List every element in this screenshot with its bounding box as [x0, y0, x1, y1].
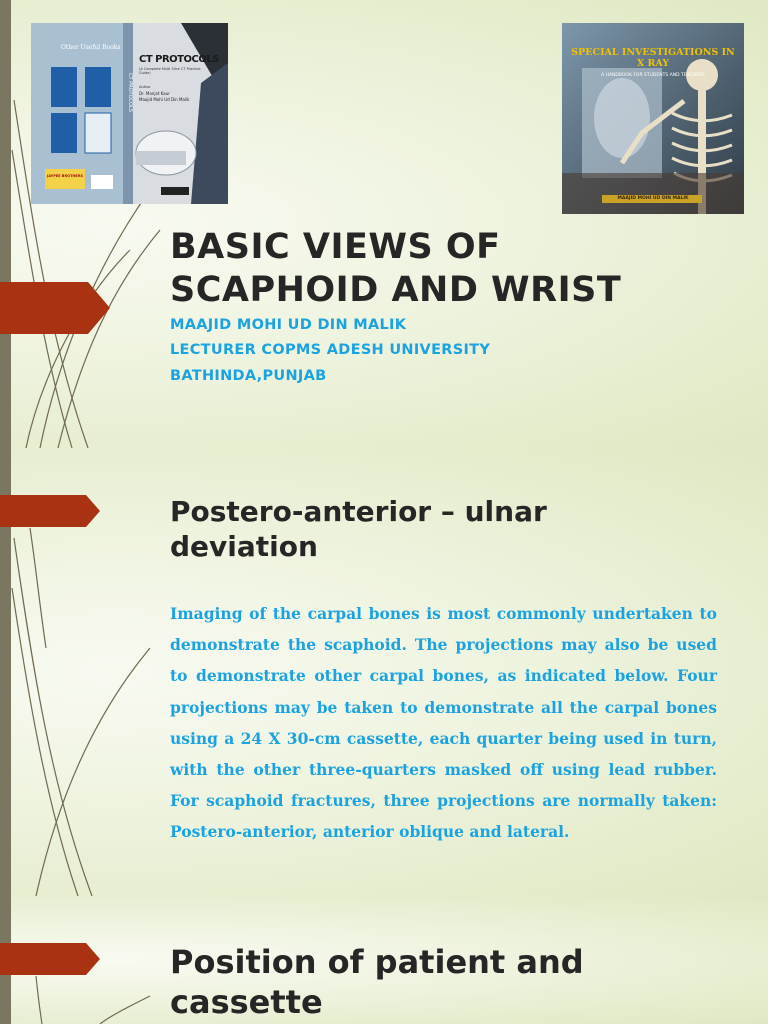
slide-title [170, 226, 730, 312]
special-investigations-book-cover [562, 23, 744, 214]
author-location: BATHINDA,PUNJAB [170, 368, 327, 384]
slide-title-line-1: BASIC VIEWS OF [170, 227, 501, 267]
chevron-arrow-icon [0, 943, 100, 975]
title-slide [0, 0, 768, 448]
author-affiliation: LECTURER COPMS ADESH UNIVERSITY [170, 342, 491, 358]
slide-title-line-1: Position of patient and [170, 943, 584, 981]
slide-title [170, 494, 730, 564]
book-author: MAAJID MOHI UD DIN MALIK [617, 196, 689, 201]
book-author-1: Dr. Manjot Kaur [139, 91, 170, 96]
author-name: MAAJID MOHI UD DIN MALIK [170, 317, 407, 333]
slide-body-text: Imaging of the carpal bones is most commonly undertaken to demonstrate the scaphoid. The projections may also be used to demonstrate other carpal bones, as indicated below. Four projections may be taken to demonstrate all the carpal bones using a 24 X 30-cm cassette, each quarter being used in turn, with the other three-quarters masked off using lead rubber. For scaphoid fractures, three projections are normally taken: Postero-anterior, anterior oblique and lateral. [170, 604, 717, 842]
slide-title-line-2: cassette [170, 983, 323, 1021]
book-title: CT PROTOCOLS [139, 54, 219, 65]
content-slide [0, 448, 768, 896]
content-slide [0, 896, 768, 1024]
slide-title-line-2: SCAPHOID AND WRIST [170, 270, 622, 310]
ct-protocols-book-cover [31, 23, 228, 204]
book-side-heading: Other Useful Books [61, 44, 121, 51]
book-author-2: Maajid Mohi Ud Din Malik [139, 97, 190, 102]
slide-title-line-1: Postero-anterior – ulnar [170, 495, 547, 528]
book-publisher: JAYPEE BROTHERS [47, 174, 84, 178]
book-title-line-2: X RAY [636, 58, 670, 69]
chevron-arrow-icon [0, 495, 100, 527]
slide-title-line-2: deviation [170, 530, 318, 563]
book-title-line-1: SPECIAL INVESTIGATIONS IN [571, 47, 735, 58]
book-spine-text: CT PROTOCOLS [127, 73, 133, 112]
book-subtitle: (A Complete Multi Slice CT Practice Guide) [139, 67, 201, 75]
book-subtitle: A HANDBOOK FOR STUDENTS AND TEACHERS [601, 73, 705, 78]
book-authors-label: Author [139, 85, 151, 89]
chevron-arrow-icon [0, 282, 110, 334]
slide-title [170, 942, 730, 1022]
